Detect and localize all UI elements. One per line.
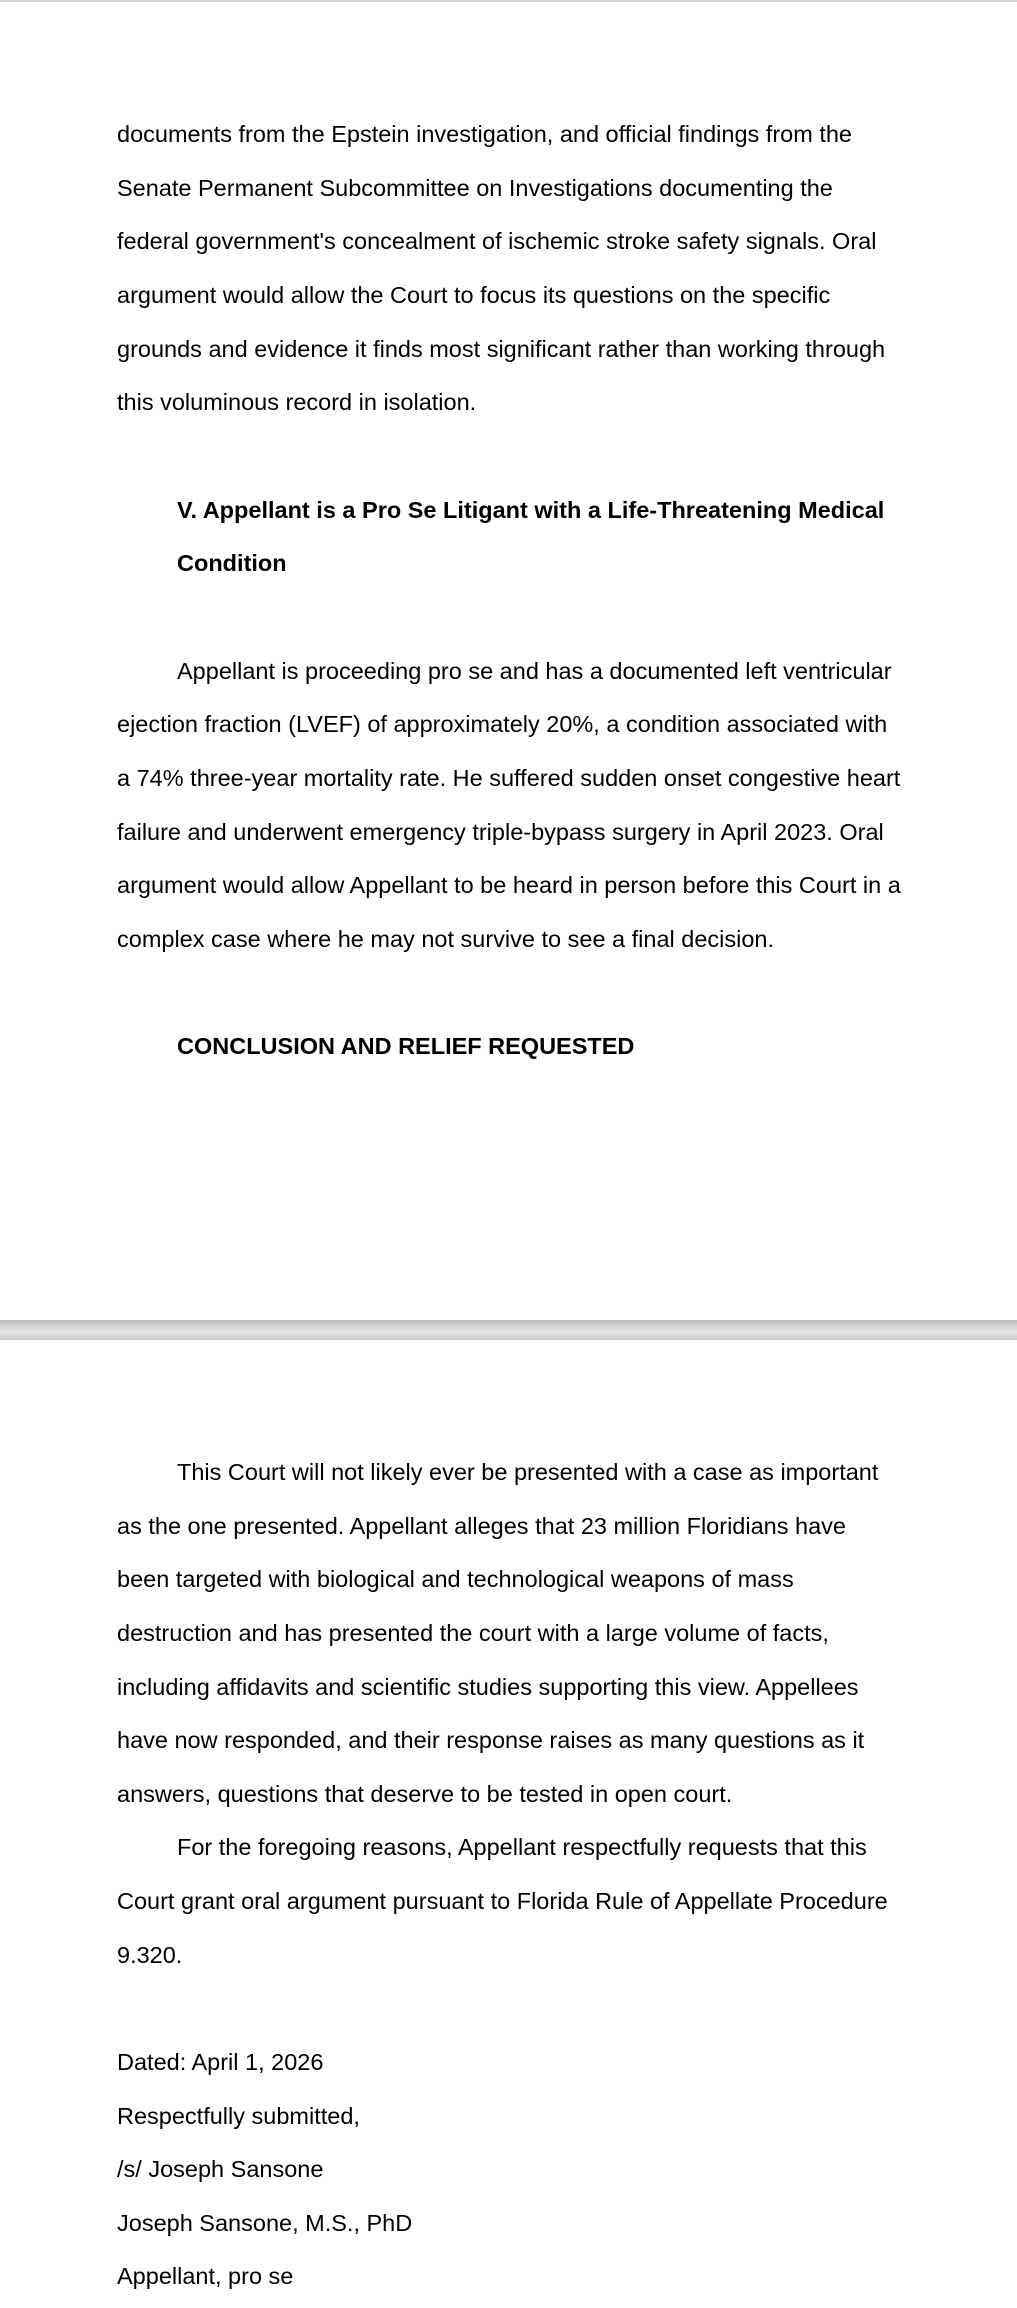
paragraph-line: Senate Permanent Subcommittee on Investigations documenting the xyxy=(117,175,833,201)
paragraph-line: this voluminous record in isolation. xyxy=(117,389,477,415)
paragraph-line: For the foregoing reasons, Appellant respectfully requests that this xyxy=(177,1834,867,1860)
heading-line: V. Appellant is a Pro Se Litigant with a Life-Threatening Medical xyxy=(177,497,885,523)
paragraph-line: a 74% three-year mortality rate. He suffered sudden onset congestive heart xyxy=(117,765,901,791)
paragraph-line: been targeted with biological and technological weapons of mass xyxy=(117,1566,794,1592)
paragraph-line: ejection fraction (LVEF) of approximately 20%, a condition associated with xyxy=(117,711,888,737)
date-line: Dated: April 1, 2026 xyxy=(117,2049,324,2075)
paragraph-line: destruction and has presented the court with a large volume of facts, xyxy=(117,1620,829,1646)
paragraph-line: Appellant is proceeding pro se and has a documented left ventricular xyxy=(177,658,892,684)
document-page-1 xyxy=(0,2,1017,1320)
conclusion-heading: CONCLUSION AND RELIEF REQUESTED xyxy=(177,1033,635,1059)
paragraph-line: argument would allow Appellant to be heard in person before this Court in a xyxy=(117,872,901,898)
document-page-2 xyxy=(0,1340,1017,2308)
paragraph-line: answers, questions that deserve to be tested in open court. xyxy=(117,1781,733,1807)
paragraph-line: complex case where he may not survive to see a final decision. xyxy=(117,926,775,952)
paragraph-line: failure and underwent emergency triple-bypass surgery in April 2023. Oral xyxy=(117,819,884,845)
paragraph-line: grounds and evidence it finds most significant rather than working through xyxy=(117,336,886,362)
signature-line: /s/ Joseph Sansone xyxy=(117,2156,324,2182)
signer-role: Appellant, pro se xyxy=(117,2263,294,2289)
heading-line: Condition xyxy=(177,550,287,576)
page-separator xyxy=(0,1320,1017,1340)
signer-name: Joseph Sansone, M.S., PhD xyxy=(117,2210,413,2236)
paragraph-line: documents from the Epstein investigation, and official findings from the xyxy=(117,121,852,147)
paragraph-line: This Court will not likely ever be presented with a case as important xyxy=(177,1459,879,1485)
paragraph-line: Court grant oral argument pursuant to Florida Rule of Appellate Procedure xyxy=(117,1888,888,1914)
paragraph-line: as the one presented. Appellant alleges that 23 million Floridians have xyxy=(117,1513,846,1539)
paragraph-line: federal government's concealment of ischemic stroke safety signals. Oral xyxy=(117,228,877,254)
paragraph-line: including affidavits and scientific studies supporting this view. Appellees xyxy=(117,1674,859,1700)
closing-line: Respectfully submitted, xyxy=(117,2103,360,2129)
paragraph-line: 9.320. xyxy=(117,1942,183,1968)
paragraph-line: argument would allow the Court to focus its questions on the specific xyxy=(117,282,831,308)
paragraph-line: have now responded, and their response raises as many questions as it xyxy=(117,1727,865,1753)
